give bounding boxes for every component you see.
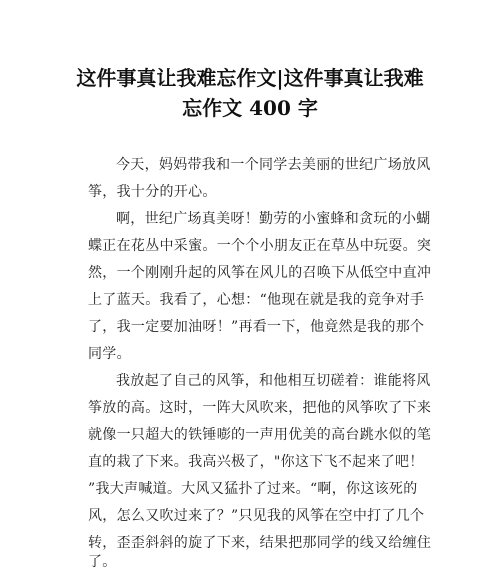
paragraph-2-line-1: 啊，世纪广场真美呀！勤劳的小蜜蜂和贪玩的小蝴: [116, 211, 431, 227]
paragraph-2-line-5: 了，我一定要加油呀！”再看一下，他竟然是我的那个: [88, 319, 425, 335]
paragraph-3-line-5: ”我大声喊道。大风又猛扑了过来。“啊，你这该死的: [88, 481, 418, 497]
paragraph-3-line-1: 我放起了自己的风筝，和他相互切磋着：谁能将风: [116, 373, 431, 389]
paragraph-3-line-7: 转，歪歪斜斜的旋了下来，结果把那同学的线又给缠住: [88, 535, 432, 551]
document-title-line-1: 这件事真让我难忘作文|这件事真让我难: [76, 66, 424, 90]
paragraph-2-line-3: 然，一个刚刚升起的风筝在风儿的召唤下从低空中直冲: [88, 265, 432, 281]
paragraph-1-line-2: 筝，我十分的开心。: [88, 184, 217, 200]
paragraph-3-line-3: 就像一只超大的铁锤嘭的一声用优美的高台跳水似的笔: [88, 427, 432, 443]
paragraph-3-line-4: 直的栽了下来。我高兴极了，"你这下飞不起来了吧！: [88, 454, 424, 470]
paragraph-3-line-2: 筝放的高。这时，一阵大风吹来，把他的风筝吹了下来: [88, 400, 432, 416]
document-title-line-2: 忘作文 400 字: [182, 96, 318, 120]
paragraph-2-line-6: 同学。: [88, 346, 131, 362]
paragraph-2-line-2: 蝶正在花丛中采蜜。一个个小朋友正在草丛中玩耍。突: [88, 238, 432, 254]
paragraph-3-line-6: 风，怎么又吹过来了？”只见我的风筝在空中打了几个: [88, 508, 425, 524]
paragraph-1-line-1: 今天，妈妈带我和一个同学去美丽的世纪广场放风: [116, 157, 431, 173]
paragraph-2-line-4: 上了蓝天。我看了，心想：“他现在就是我的竞争对手: [88, 292, 425, 308]
paragraph-3-line-8: 了。: [88, 554, 117, 570]
